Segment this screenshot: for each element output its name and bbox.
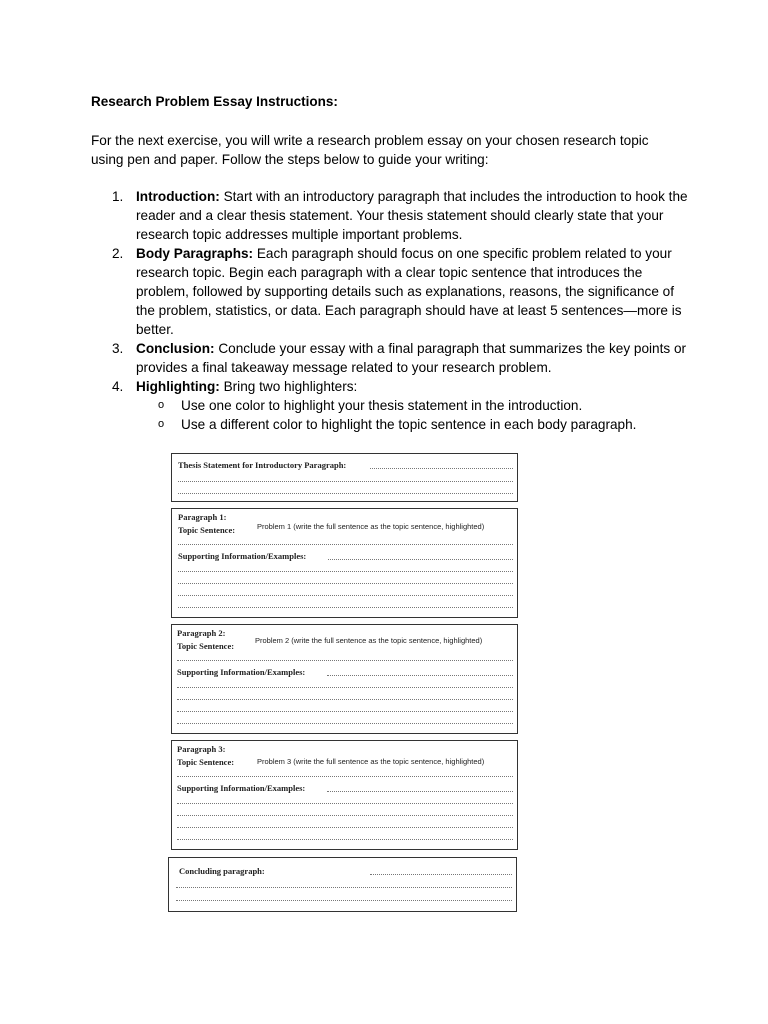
topic-sentence-label: Topic Sentence: — [177, 641, 235, 651]
paragraph-heading: Paragraph 2: — [177, 628, 226, 638]
writing-line[interactable] — [176, 887, 512, 888]
topic-sentence-label: Topic Sentence: — [178, 525, 236, 535]
writing-line[interactable] — [327, 675, 513, 676]
writing-line[interactable] — [177, 699, 513, 700]
writing-line[interactable] — [177, 687, 513, 688]
sub-list-item — [136, 415, 691, 434]
writing-line[interactable] — [327, 791, 513, 792]
step-number: 3. — [112, 341, 124, 356]
steps-list — [91, 187, 691, 434]
thesis-label: Thesis Statement for Introductory Paragraph: — [178, 460, 347, 470]
step-number: 1. — [112, 189, 124, 204]
supporting-info-label: Supporting Information/Examples: — [177, 783, 306, 793]
bullet-icon: o — [158, 399, 165, 411]
intro-paragraph: For the next exercise, you will write a research problem essay on your chosen research topic using pen and paper. Follow the steps below to guide your writing: — [91, 133, 649, 167]
paragraph-heading: Paragraph 1: — [178, 512, 227, 522]
writing-line[interactable] — [178, 595, 513, 596]
writing-line[interactable] — [177, 723, 513, 724]
highlight-sublist — [136, 396, 691, 434]
writing-line[interactable] — [370, 468, 513, 469]
step-label: Conclusion: — [136, 341, 215, 356]
topic-note: Problem 2 (write the full sentence as the topic sentence, highlighted) — [255, 636, 483, 645]
writing-line[interactable] — [178, 481, 513, 482]
bullet-icon: o — [158, 418, 165, 430]
step-number: 2. — [112, 246, 124, 261]
step-item — [91, 339, 691, 377]
topic-note: Problem 3 (write the full sentence as the topic sentence, highlighted) — [257, 757, 485, 766]
writing-line[interactable] — [177, 803, 513, 804]
writing-line[interactable] — [178, 583, 513, 584]
topic-sentence-label: Topic Sentence: — [177, 757, 235, 767]
writing-line[interactable] — [178, 607, 513, 608]
writing-line[interactable] — [177, 660, 513, 661]
writing-line[interactable] — [328, 559, 513, 560]
writing-line[interactable] — [178, 493, 513, 494]
topic-note: Problem 1 (write the full sentence as the topic sentence, highlighted) — [257, 522, 485, 531]
supporting-info-label: Supporting Information/Examples: — [178, 551, 307, 561]
page-title: Research Problem Essay Instructions: — [91, 94, 338, 109]
step-label: Introduction: — [136, 189, 220, 204]
step-number: 4. — [112, 379, 124, 394]
step-label: Body Paragraphs: — [136, 246, 254, 261]
sub-item-text: Use a different color to highlight the topic sentence in each body paragraph. — [181, 417, 637, 432]
paragraph-heading: Paragraph 3: — [177, 744, 226, 754]
writing-line[interactable] — [177, 827, 513, 828]
step-item — [91, 187, 691, 244]
supporting-info-label: Supporting Information/Examples: — [177, 667, 306, 677]
writing-line[interactable] — [178, 544, 513, 545]
concluding-label: Concluding paragraph: — [179, 866, 265, 876]
writing-line[interactable] — [177, 776, 513, 777]
writing-line[interactable] — [176, 900, 512, 901]
step-item — [91, 377, 691, 434]
writing-line[interactable] — [370, 874, 512, 875]
step-label: Highlighting: — [136, 379, 220, 394]
step-item — [91, 244, 691, 339]
writing-line[interactable] — [178, 571, 513, 572]
step-text: Bring two highlighters: — [219, 379, 358, 394]
writing-line[interactable] — [177, 815, 513, 816]
step-text: Each paragraph should focus on one specific problem related to your research topic. Begin each paragraph with a clear topic sentence that introduces the problem, followed by supporting details such as explanations, reasons, the significance of the problem, statistics, or data. Each paragraph should have at least 5 sentences—more is better. — [136, 246, 682, 337]
sub-list-item — [136, 396, 691, 415]
step-text: Conclude your essay with a final paragraph that summarizes the key points or provides a final takeaway message related to your research problem. — [136, 341, 687, 375]
writing-line[interactable] — [177, 839, 513, 840]
sub-item-text: Use one color to highlight your thesis statement in the introduction. — [181, 398, 583, 413]
step-text: Start with an introductory paragraph that includes the introduction to hook the reader and a clear thesis statement. Your thesis statement should clearly state that your research topic addresses multiple important problems. — [136, 189, 688, 242]
writing-line[interactable] — [177, 711, 513, 712]
